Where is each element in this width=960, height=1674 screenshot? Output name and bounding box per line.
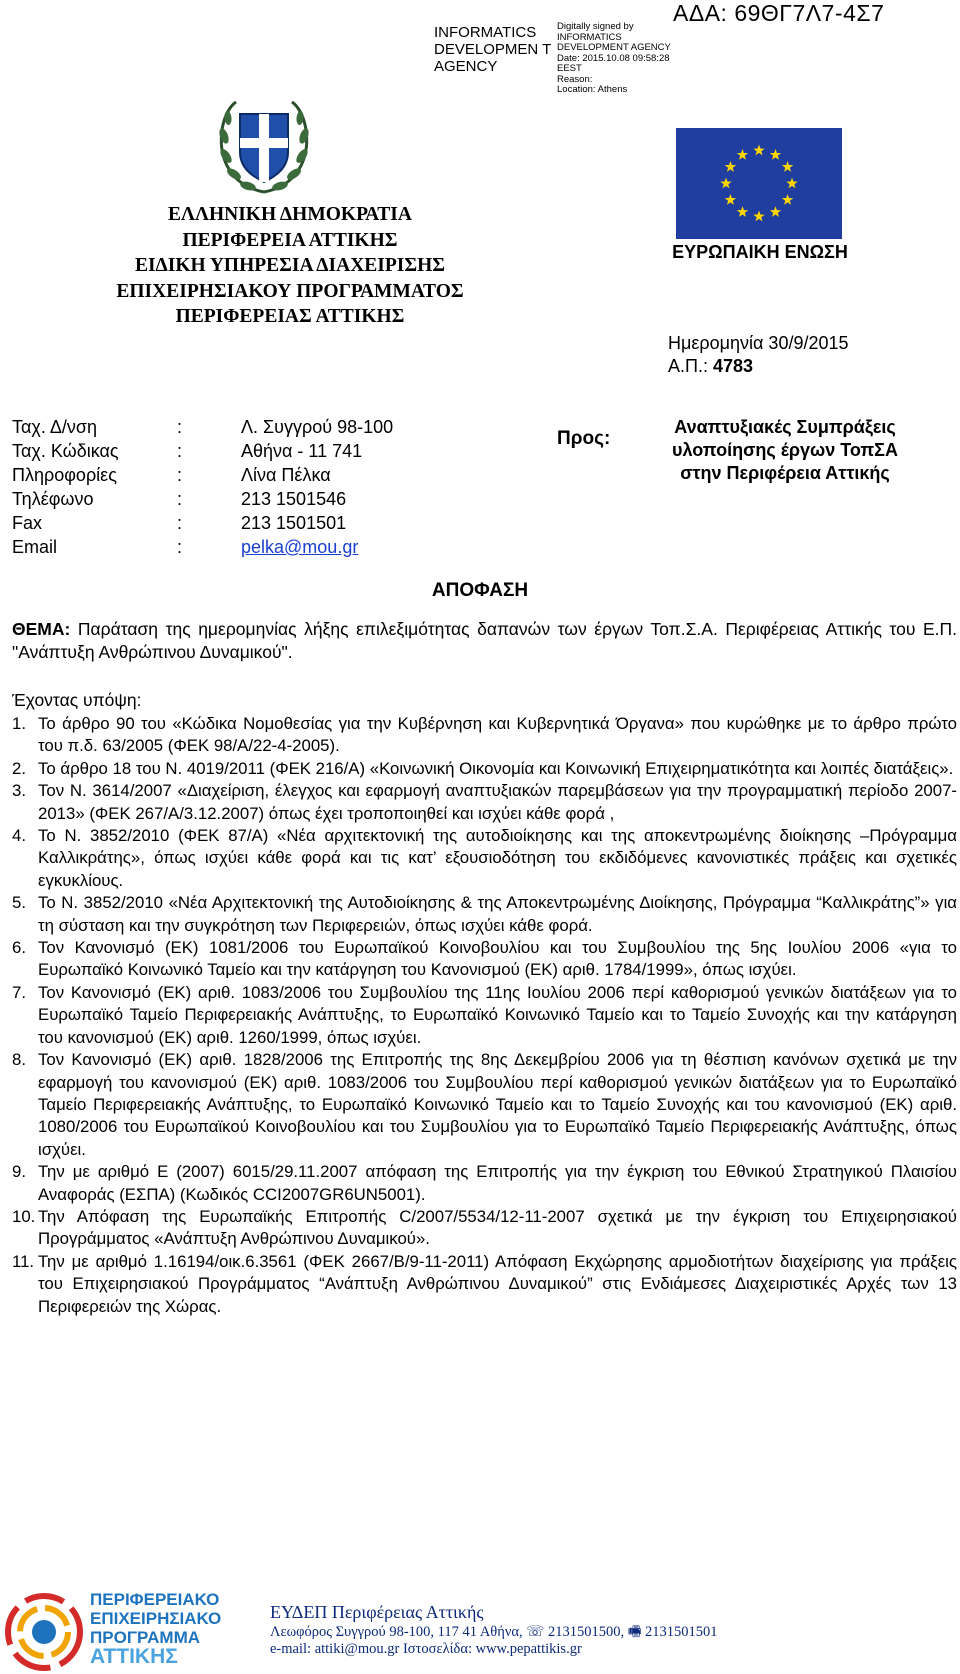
list-item xyxy=(12,1251,957,1318)
list-item xyxy=(12,758,957,780)
contact-label: Ταχ. Δ/νση xyxy=(12,417,98,437)
contact-value: Αθήνα - 11 741 xyxy=(241,441,363,461)
list-item xyxy=(12,937,957,982)
contact-row xyxy=(12,535,393,559)
item-number: 2. xyxy=(12,758,26,778)
list-item xyxy=(12,1206,957,1251)
regional-program-logo xyxy=(4,1590,222,1674)
list-item xyxy=(12,982,957,1049)
list-item xyxy=(12,780,957,825)
item-number: 10. xyxy=(12,1206,36,1226)
protocol-number-line xyxy=(668,356,753,377)
email-link[interactable]: pelka@mou.gr xyxy=(241,537,359,557)
contact-separator: : xyxy=(177,465,183,485)
contact-label: Fax xyxy=(12,513,43,533)
contact-row xyxy=(12,415,393,439)
contact-separator: : xyxy=(177,513,183,533)
footer-info xyxy=(270,1604,718,1658)
signature-line: Date: 2015.10.08 09:58:28 xyxy=(557,52,670,64)
document-title: ΑΠΟΦΑΣΗ xyxy=(431,580,529,601)
protocol-label: Α.Π.: xyxy=(668,356,714,376)
item-text: Τον Κανονισμό (ΕΚ) αριθ. 1828/2006 της Επιτροπής της 8ης Δεκεμβρίου 2006 για τη θέσπιση κανόνων σχετικά με την εφαρμογή του κανονισμού (ΕΚ) αριθ. 1083/2006 του Συμβουλίου περί καθορισμού γενικών διατάξεων για το Ευρωπαϊκό Ταμείο Περιφερειακής Ανάπτυξης, το Ευρωπαϊκό Κοινωνικό Ταμείο και το Ταμείο Συνοχής και του κανονισμού (ΕΚ) αριθ. 1080/2006 του Ευρωπαϊκού Κοινοβουλίου και του Συμβουλίου για το Ευρωπαϊκό Ταμείο Περιφερειακής Ανάπτυξης, όπως ισχύει. xyxy=(38,1050,957,1159)
recipient-block xyxy=(640,416,930,485)
issuer-line: ΠΕΡΙΦΕΡΕΙΑΣ ΑΤΤΙΚΗΣ xyxy=(175,306,405,327)
contact-label: Τηλέφωνο xyxy=(12,489,94,509)
list-item xyxy=(12,713,957,758)
protocol-number: 4783 xyxy=(713,356,754,376)
list-item xyxy=(12,1049,957,1161)
issuer-line: ΕΙΔΙΚΗ ΥΠΗΡΕΣΙΑ ΔΙΑΧΕΙΡΙΣΗΣ xyxy=(134,255,446,276)
contact-value: Λ. Συγγρού 98-100 xyxy=(241,417,394,437)
logo-line: ΕΠΙΧΕΙΡΗΣΙΑΚΟ xyxy=(90,1609,222,1628)
item-text: Την Απόφαση της Ευρωπαϊκής Επιτροπής C/2007/5534/12-11-2007 σχετικά με την έγκριση του Επιχειρησιακού Προγράμματος «Ανάπτυξη Ανθρώπινου Δυναμικού». xyxy=(38,1206,957,1249)
contact-value: 213 1501501 xyxy=(241,513,347,533)
subject-paragraph xyxy=(12,618,957,664)
item-number: 11. xyxy=(12,1251,35,1271)
considering-heading: Έχοντας υπόψη: xyxy=(12,690,142,710)
contact-label: Ταχ. Κώδικας xyxy=(12,441,119,461)
item-text: Την με αριθμό Ε (2007) 6015/29.11.2007 απόφαση της Επιτροπής για την έγκριση του Εθνικού Στρατηγικού Πλαισίου Αναφοράς (ΕΣΠΑ) (Κωδικός CCI2007GR6UN5001). xyxy=(38,1162,957,1204)
program-logo-icon xyxy=(4,1592,86,1672)
contact-separator: : xyxy=(177,441,183,461)
eu-flag-icon xyxy=(676,128,842,239)
contact-row xyxy=(12,511,393,535)
signature-line: Location: Athens xyxy=(557,84,628,95)
issuer-line: ΕΠΙΧΕΙΡΗΣΙΑΚΟΥ ΠΡΟΓΡΑΜΜΑΤΟΣ xyxy=(116,280,464,302)
document-date: Ημερομηνία 30/9/2015 xyxy=(668,333,849,353)
footer-organization: ΕΥΔΕΠ Περιφέρειας Αττικής xyxy=(270,1602,484,1622)
signature-line: INFORMATICS xyxy=(557,31,622,43)
item-text: Το Ν. 3852/2010 «Νέα Αρχιτεκτονική της Αυτοδιοίκησης & της Αποκεντρωμένης Διοίκησης, Πρόγραμμα “Καλλικράτης”» για τη σύσταση και την συγκρότηση των Περιφερειών, όπως ισχύει κάθε φορά. xyxy=(38,893,957,935)
logo-line: ΑΤΤΙΚΗΣ xyxy=(90,1645,178,1668)
footer-address: Λεωφόρος Συγγρού 98-100, 117 41 Αθήνα, ☏ 2131501500, 🖷 2131501501 xyxy=(270,1624,718,1640)
contact-value: 213 1501546 xyxy=(241,489,347,509)
greek-emblem-icon xyxy=(214,96,314,198)
considerations-list xyxy=(12,713,957,1318)
issuer-line: ΠΕΡΙΦΕΡΕΙΑ ΑΤΤΙΚΗΣ xyxy=(182,229,398,251)
item-number: 9. xyxy=(12,1162,26,1182)
recipient-line: υλοποίησης έργων ΤοπΣΑ xyxy=(672,440,898,460)
list-item xyxy=(12,892,957,937)
recipient-line: Αναπτυξιακές Συμπράξεις xyxy=(674,417,896,437)
signature-organization: INFORMATICS DEVELOPMEN T AGENCY xyxy=(434,24,551,75)
item-text: Τον Κανονισμό (ΕΚ) αριθ. 1083/2006 του Συμβουλίου της 11ης Ιουλίου 2006 περί καθορισμού γενικών διατάξεων για το Ευρωπαϊκό Ταμείο Περιφερειακής Ανάπτυξης, το Ευρωπαϊκό Κοινωνικό Ταμείο και το Ταμείο Συνοχής και την κατάργηση του κανονισμού (ΕΚ) αριθ. 1260/1999, όπως ισχύει. xyxy=(38,982,957,1047)
contact-label: Email xyxy=(12,537,58,557)
contact-value: Λίνα Πέλκα xyxy=(241,465,331,485)
contact-separator: : xyxy=(177,417,183,437)
ada-code: ΑΔΑ: 69ΘΓ7Λ7-4Σ7 xyxy=(673,0,885,26)
logo-line: ΠΕΡΙΦΕΡΕΙΑΚΟ xyxy=(90,1590,220,1609)
signature-details xyxy=(557,22,687,96)
item-text: Την με αριθμό 1.16194/οικ.6.3561 (ΦΕΚ 2667/Β/9-11-2011) Απόφαση Εκχώρησης αρμοδιοτήτων διαχείρισης για πράξεις του Επιχειρησιακού Προγράμματος “Ανάπτυξη Ανθρώπινου Δυναμικού” στις Ενδιάμεσες Διαχειριστικές Αρχές των 13 Περιφερειών της Χώρας. xyxy=(38,1251,957,1316)
signature-line: EEST xyxy=(557,63,582,74)
contact-separator: : xyxy=(177,537,183,557)
subject-label: ΘΕΜΑ: xyxy=(12,619,71,639)
item-number: 6. xyxy=(12,938,26,958)
logo-line: ΠΡΟΓΡΑΜΜΑ xyxy=(90,1628,201,1647)
item-text: Το Ν. 3852/2010 (ΦΕΚ 87/Α) «Νέα αρχιτεκτονική της αυτοδιοίκησης και της αποκεντρωμένης διοίκησης –Πρόγραμμα Καλλικράτης», όπως ισχύει κάθε φορά και τις κατ’ εξουσιοδότηση του εκδιδόμενες κανονιστικές πράξεις και σχετικές εγκυκλίους. xyxy=(38,826,957,890)
contact-row xyxy=(12,463,393,487)
eu-label: ΕΥΡΩΠΑΙΚΗ ΕΝΩΣΗ xyxy=(672,242,848,262)
item-text: Τον Ν. 3614/2007 «Διαχείριση, έλεγχος και εφαρμογή αναπτυξιακών παρεμβάσεων για την προγραμματική περίοδο 2007- 2013» (ΦΕΚ 267/Α/3.12.2007) όπως έχει τροποποιηθεί και ισχύει κάθε φορά , xyxy=(38,781,957,823)
signature-line: DEVELOPMENT AGENCY xyxy=(557,42,671,53)
item-number: 8. xyxy=(12,1050,26,1070)
item-text: Το άρθρο 90 του «Κώδικα Νομοθεσίας για την Κυβέρνηση και Κυβερνητικά Όργανα» που κυρώθηκε με το άρθρο πρώτο του π.δ. 63/2005 (ΦΕΚ 98/Α/22-4-2005). xyxy=(38,714,957,756)
recipient-line: στην Περιφέρεια Αττικής xyxy=(680,463,890,483)
item-number: 7. xyxy=(12,982,26,1002)
item-text: Τον Κανονισμό (ΕΚ) 1081/2006 του Ευρωπαϊκού Κοινοβουλίου και του Συμβουλίου της 5ης Ιουλίου 2006 «για το Ευρωπαϊκό Κοινωνικό Ταμείο και την κατάργηση του Κανονισμού (ΕΚ) αριθ. 1784/1999», όπως ισχύει. xyxy=(38,938,957,980)
subject-text: Παράταση της ημερομηνίας λήξης επιλεξιμότητας δαπανών των έργων Τοπ.Σ.Α. Περιφέρειας Αττικής του Ε.Π. "Ανάπτυξη Ανθρώπινου Δυναμικού". xyxy=(12,619,957,662)
item-number: 4. xyxy=(12,826,26,846)
contact-row xyxy=(12,487,393,511)
item-number: 3. xyxy=(12,781,26,801)
contact-label: Πληροφορίες xyxy=(12,465,117,485)
issuer-block xyxy=(100,202,480,330)
issuer-line: ΕΛΛΗΝΙΚΗ ΔΗΜΟΚΡΑΤΙΑ xyxy=(168,204,412,225)
item-number: 1. xyxy=(12,714,26,733)
signature-line: Digitally signed by xyxy=(557,21,634,32)
recipient-label: Προς: xyxy=(557,428,611,449)
item-text: Το άρθρο 18 του Ν. 4019/2011 (ΦΕΚ 216/Α) «Κοινωνική Οικονομία και Κοινωνική Επιχειρηματικότητα και λοιπές διατάξεις». xyxy=(38,758,954,778)
contact-separator: : xyxy=(177,489,183,509)
contact-row xyxy=(12,439,393,463)
footer-web: e-mail: attiki@mou.gr Ιστοσελίδα: www.pepattikis.gr xyxy=(270,1641,582,1657)
signature-line: Reason: xyxy=(557,73,593,85)
list-item xyxy=(12,1161,957,1206)
item-number: 5. xyxy=(12,893,26,913)
list-item xyxy=(12,825,957,892)
contact-details xyxy=(12,415,393,559)
